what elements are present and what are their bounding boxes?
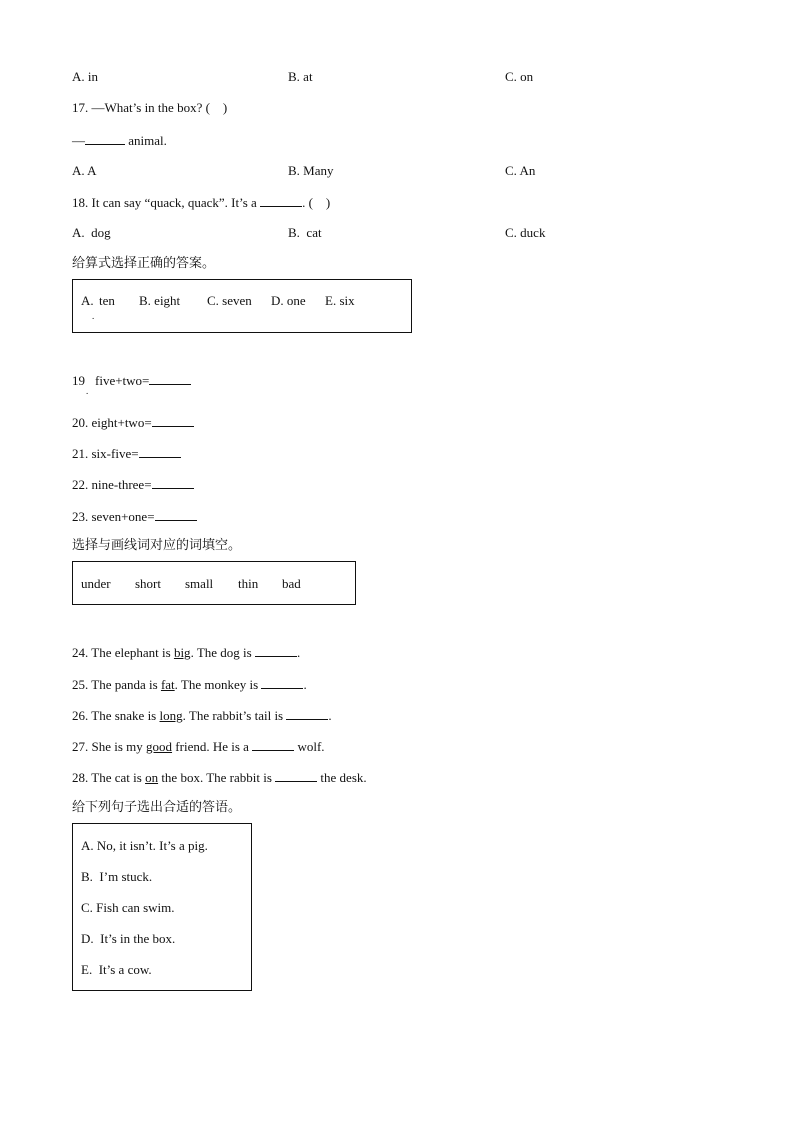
q17-option-c: C. An bbox=[505, 163, 536, 178]
math-choice-e: E. six bbox=[325, 293, 355, 308]
word-choice-short: short bbox=[135, 576, 161, 591]
q27-underlined-word: good bbox=[146, 739, 173, 754]
q28-before: 28. The cat is bbox=[72, 770, 146, 785]
q26 bbox=[72, 707, 332, 724]
q20-answer-blank[interactable] bbox=[152, 414, 194, 427]
q28 bbox=[72, 769, 367, 786]
q26-underlined-word: long bbox=[159, 708, 183, 723]
word-choice-thin: thin bbox=[238, 576, 259, 591]
math-choice-a-word: ten bbox=[99, 293, 115, 308]
q24-answer-blank[interactable] bbox=[255, 644, 297, 657]
q18-stem bbox=[72, 194, 330, 211]
q17-option-a: A. A bbox=[72, 163, 97, 178]
math-choice-c: C. seven bbox=[207, 293, 252, 308]
q16-option-b: B. at bbox=[288, 69, 313, 84]
q25-after: . The monkey is bbox=[174, 677, 262, 692]
word-choice-bad: bad bbox=[282, 576, 301, 591]
q19-answer-blank[interactable] bbox=[149, 372, 191, 385]
reply-choice-e: E. It’s a cow. bbox=[81, 962, 152, 977]
q19 bbox=[72, 372, 191, 389]
q25-before: 25. The panda is bbox=[72, 677, 161, 692]
q27-before: 27. She is my bbox=[72, 739, 147, 754]
q22-answer-blank[interactable] bbox=[152, 476, 194, 489]
q28-after: the box. The rabbit is bbox=[158, 770, 276, 785]
q27 bbox=[72, 738, 325, 755]
words-section-heading: 选择与画线词对应的词填空。 bbox=[72, 538, 242, 553]
q17-reply bbox=[72, 132, 167, 149]
q20 bbox=[72, 414, 194, 431]
q17-stem: 17. —What’s in the box? ( ) bbox=[72, 100, 228, 115]
q16-option-c: C. on bbox=[505, 69, 534, 84]
q20-expression: 20. eight+two= bbox=[72, 415, 152, 430]
q22-expression: 22. nine-three= bbox=[72, 477, 152, 492]
q18-option-c: C. duck bbox=[505, 225, 546, 240]
q18-option-a: A. dog bbox=[72, 225, 111, 240]
reply-choice-b: B. I’m stuck. bbox=[81, 869, 153, 884]
q24-before: 24. The elephant is bbox=[72, 645, 174, 660]
math-choices-box bbox=[72, 279, 412, 333]
word-choice-small: small bbox=[185, 576, 214, 591]
reply-choice-c: C. Fish can swim. bbox=[81, 900, 175, 915]
q25-underlined-word: fat bbox=[160, 677, 175, 692]
q27-end: wolf. bbox=[294, 739, 325, 754]
q18-stem-after: . ( ) bbox=[302, 195, 331, 210]
q17-option-b: B. Many bbox=[288, 163, 334, 178]
q17-answer-blank[interactable] bbox=[85, 132, 125, 145]
q25 bbox=[72, 676, 307, 693]
q17-reply-prefix: — bbox=[72, 133, 85, 148]
q16-option-a: A. in bbox=[72, 69, 98, 84]
q28-answer-blank[interactable] bbox=[275, 769, 317, 782]
q21 bbox=[72, 445, 181, 462]
q25-answer-blank[interactable] bbox=[261, 676, 303, 689]
reply-choice-d: D. It’s in the box. bbox=[81, 931, 176, 946]
q26-before: 26. The snake is bbox=[72, 708, 160, 723]
q27-answer-blank[interactable] bbox=[252, 738, 294, 751]
word-choice-under: under bbox=[81, 576, 111, 591]
q25-end: . bbox=[303, 677, 307, 692]
math-choice-b: B. eight bbox=[139, 293, 181, 308]
q23-answer-blank[interactable] bbox=[155, 508, 197, 521]
q19-expression: five+two= bbox=[95, 373, 150, 388]
math-choice-d: D. one bbox=[271, 293, 306, 308]
math-choice-a-letter: A. bbox=[81, 293, 94, 308]
reply-section-heading: 给下列句子选出合适的答语。 bbox=[72, 800, 242, 815]
q21-answer-blank[interactable] bbox=[139, 445, 181, 458]
words-choices-box bbox=[72, 561, 356, 605]
reply-choice-a: A. No, it isn’t. It’s a pig. bbox=[81, 838, 208, 853]
q21-expression: 21. six-five= bbox=[72, 446, 139, 461]
q18-option-b: B. cat bbox=[288, 225, 322, 240]
q24-after: . The dog is bbox=[190, 645, 255, 660]
dot-mark: . bbox=[86, 386, 89, 396]
q24-underlined-word: big bbox=[173, 645, 191, 660]
q28-underlined-word: on bbox=[145, 770, 159, 785]
q24-end: . bbox=[296, 645, 301, 660]
q18-answer-blank[interactable] bbox=[260, 194, 302, 207]
dot-mark: . bbox=[92, 311, 95, 321]
q26-answer-blank[interactable] bbox=[286, 707, 328, 720]
q22 bbox=[72, 476, 194, 493]
q17-reply-suffix: animal. bbox=[125, 133, 167, 148]
q23-expression: 23. seven+one= bbox=[72, 509, 155, 524]
q26-after: . The rabbit’s tail is bbox=[182, 708, 287, 723]
q23 bbox=[72, 508, 197, 525]
q26-end: . bbox=[328, 708, 332, 723]
reply-choices-box bbox=[72, 823, 252, 991]
math-section-heading: 给算式选择正确的答案。 bbox=[72, 256, 216, 271]
q27-after: friend. He is a bbox=[172, 739, 253, 754]
q28-end: the desk. bbox=[317, 770, 367, 785]
q18-stem-before: 18. It can say “quack, quack”. It’s a bbox=[72, 195, 261, 210]
q24 bbox=[72, 644, 300, 661]
q19-number: 19 bbox=[72, 373, 85, 388]
